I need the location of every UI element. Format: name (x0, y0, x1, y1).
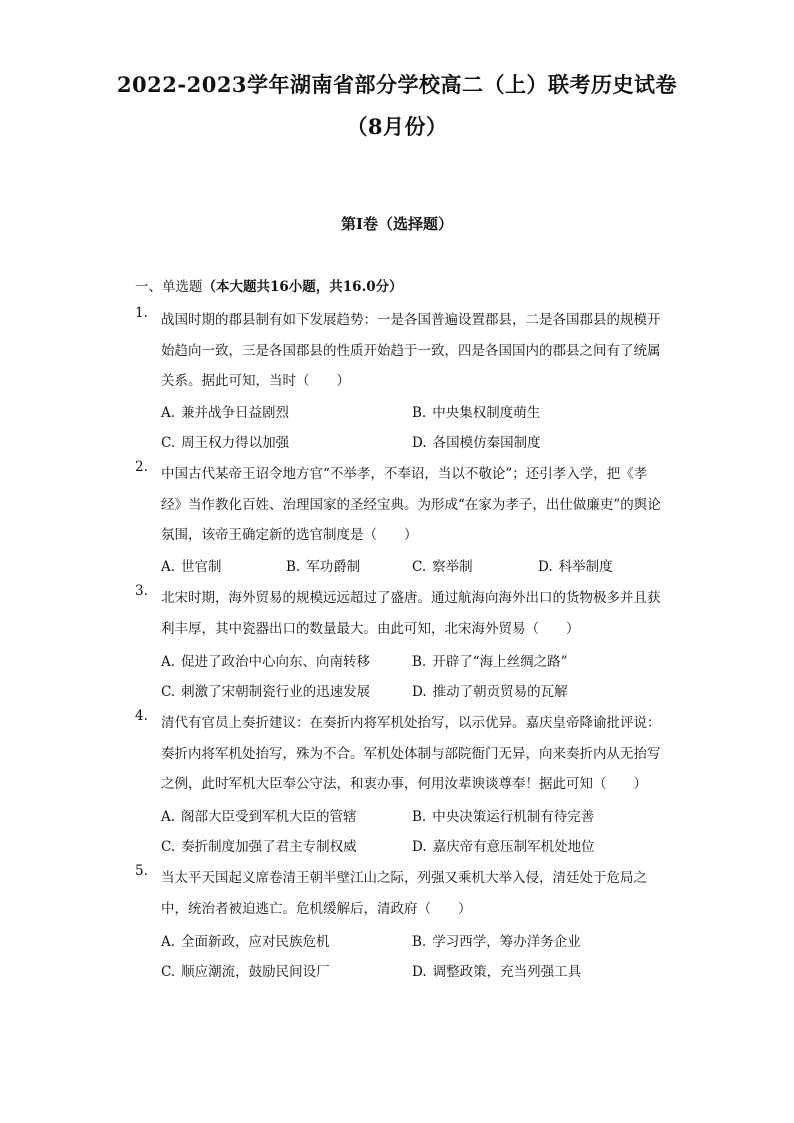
exam-subtitle: （8月份） (346, 114, 448, 139)
part-info: （本大题共16小题，共16.0分） (202, 279, 403, 295)
question-number: 3. (135, 583, 148, 599)
question-number: 4. (135, 708, 148, 724)
question-number: 2. (135, 459, 148, 475)
question-stem: 北宋时期，海外贸易的规模远远超过了盛唐。通过航海向海外出口的货物极多并且获利丰厚，其中瓷器出口的数量最大。由此可知，北宋海外贸易（ ） (161, 590, 661, 637)
option-a: A. 世官制 (161, 559, 222, 575)
question-5 (135, 863, 665, 924)
option-d: D. 调整政策，充当列强工具 (412, 964, 582, 980)
exam-title: 2022-2023学年湖南省部分学校高二（上）联考历史试卷 (116, 72, 678, 97)
question-stem: 清代有官员上奏折建议：在奏折内将军机处抬写，以示优异。嘉庆皇帝降谕批评说：奏折内将军机处抬写，殊为不合。军机处体制与部院衙门无异，向来奏折内从无抬写之例，此时军机大臣奉公守法，和衷办事，何用汝辈谀谈尊奉！据此可知（ ） (161, 715, 661, 792)
option-c: C. 察举制 (412, 559, 473, 575)
option-d: D. 各国模仿秦国制度 (412, 435, 541, 451)
option-b: B. 学习西学，筹办洋务企业 (412, 934, 581, 950)
question-stem: 战国时期的郡县制有如下发展趋势：一是各国普遍设置郡县，二是各国郡县的规模开始趋向一致，三是各国郡县的性质开始趋于一致，四是各国国内的郡县之间有了统属关系。据此可知，当时（ ） (161, 312, 661, 389)
question-stem: 中国古代某帝王诏令地方官“不举孝，不奉诏，当以不敬论”；还引孝入学，把《孝经》当作教化百姓、治理国家的圣经宝典。为形成“在家为孝子，出仕做廉吏”的舆论氛围，该帝王确定新的选官制度是（ ） (161, 466, 661, 543)
option-b: B. 军功爵制 (286, 559, 361, 575)
volume-heading: 第I卷（选择题） (340, 215, 454, 233)
question-1 (135, 305, 665, 397)
option-a: A. 阁部大臣受到军机大臣的管辖 (161, 809, 357, 825)
option-a: A. 全面新政，应对民族危机 (161, 934, 330, 950)
question-number: 5. (135, 863, 148, 879)
option-d: D. 科举制度 (538, 559, 613, 575)
part-heading (135, 275, 403, 295)
option-b: B. 开辟了“海上丝绸之路” (412, 654, 568, 670)
option-c: C. 奏折制度加强了君主专制权威 (161, 839, 357, 855)
question-4 (135, 708, 665, 800)
option-a: A. 促进了政治中心向东、向南转移 (161, 654, 371, 670)
question-2 (135, 459, 665, 551)
option-c: C. 周王权力得以加强 (161, 435, 290, 451)
option-a: A. 兼并战争日益剧烈 (161, 405, 290, 421)
question-stem: 当太平天国起义席卷清王朝半壁江山之际，列强又乘机大举入侵，清廷处于危局之中，统治者被迫逃亡。危机缓解后，清政府（ ） (161, 870, 647, 917)
question-3 (135, 583, 665, 644)
option-b: B. 中央集权制度萌生 (412, 405, 541, 421)
option-c: C. 刺激了宋朝制瓷行业的迅速发展 (161, 684, 371, 700)
option-c: C. 顺应潮流，鼓励民间设厂 (161, 964, 330, 980)
option-b: B. 中央决策运行机制有待完善 (412, 809, 595, 825)
option-d: D. 嘉庆帝有意压制军机处地位 (412, 839, 595, 855)
option-d: D. 推动了朝贡贸易的瓦解 (412, 684, 568, 700)
question-number: 1. (135, 305, 148, 321)
part-label: 一、单选题 (135, 279, 203, 295)
